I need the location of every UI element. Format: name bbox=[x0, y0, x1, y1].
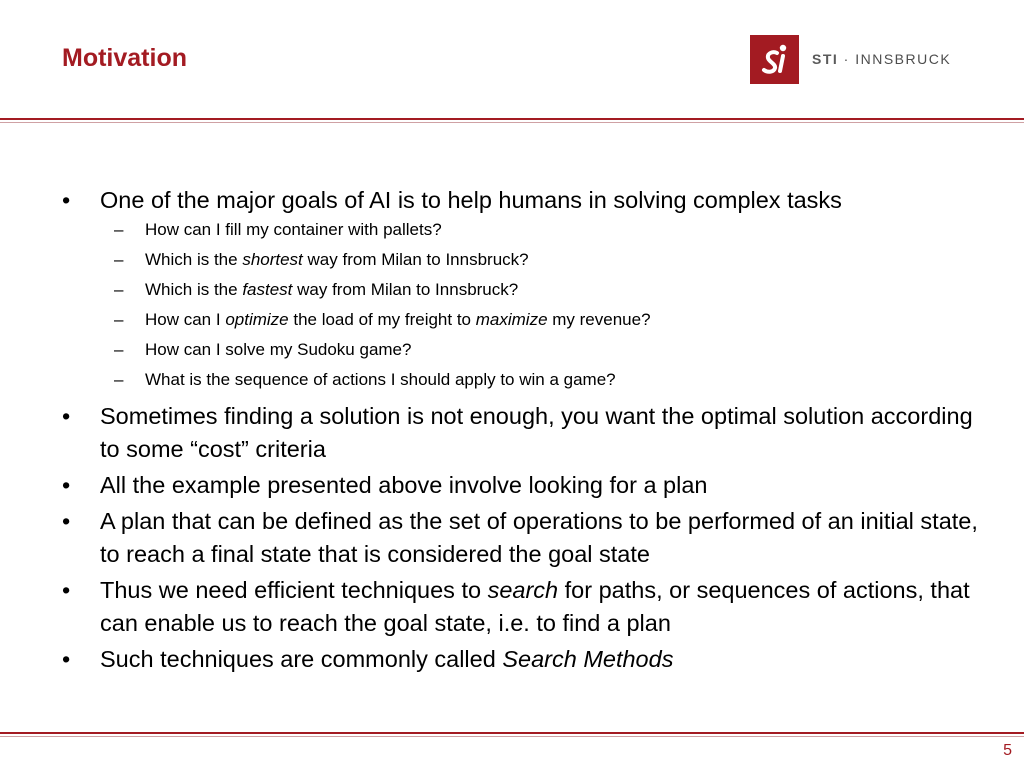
bullet-item bbox=[62, 505, 982, 571]
bullet-text: How can I solve my Sudoku game? bbox=[145, 340, 412, 359]
bullet-text: Sometimes finding a solution is not enough, you want the optimal solution according to some “cost” criteria bbox=[100, 403, 973, 462]
sub-bullet-item bbox=[62, 250, 982, 270]
bullet-text: the load of my freight to bbox=[288, 310, 476, 329]
sti-logo-mark-icon bbox=[750, 35, 799, 84]
bullet-item bbox=[62, 469, 982, 502]
sub-bullet-item bbox=[62, 280, 982, 300]
bullet-text: How can I fill my container with pallets? bbox=[145, 220, 442, 239]
header-divider-thin bbox=[0, 122, 1024, 123]
sub-bullet-item bbox=[62, 220, 982, 240]
slide-title: Motivation bbox=[62, 44, 187, 72]
bullet-text: way from Milan to Innsbruck? bbox=[302, 250, 529, 269]
bullet-text: Which is the bbox=[145, 280, 243, 299]
footer-divider bbox=[0, 732, 1024, 734]
header-divider bbox=[0, 118, 1024, 120]
emphasized-text: fastest bbox=[242, 280, 293, 299]
emphasized-text: shortest bbox=[242, 250, 303, 269]
page-number: 5 bbox=[1003, 742, 1012, 759]
bullet-text: One of the major goals of AI is to help humans in solving complex tasks bbox=[100, 187, 842, 213]
bullet-text: for paths, or sequences of actions, that can enable us to reach the goal state, i.e. to find a plan bbox=[100, 577, 970, 636]
logo-brand: STI bbox=[812, 51, 839, 67]
sub-bullet-item bbox=[62, 310, 982, 330]
bullet-text: Thus we need efficient techniques to bbox=[100, 577, 488, 603]
bullet-text: All the example presented above involve looking for a plan bbox=[100, 472, 708, 498]
sub-bullet-item bbox=[62, 370, 982, 390]
bullet-text: A plan that can be defined as the set of operations to be performed of an initial state, to reach a final state that is considered the goal state bbox=[100, 508, 978, 567]
sti-innsbruck-logo bbox=[750, 34, 951, 84]
bullet-item bbox=[62, 184, 982, 217]
bullet-text: How can I bbox=[145, 310, 226, 329]
si-glyph bbox=[758, 40, 792, 78]
emphasized-text: optimize bbox=[225, 310, 289, 329]
bullet-text: Such techniques are commonly called bbox=[100, 646, 503, 672]
bullet-text: way from Milan to Innsbruck? bbox=[292, 280, 519, 299]
emphasized-text: maximize bbox=[475, 310, 548, 329]
logo-wordmark bbox=[812, 51, 951, 67]
bullet-text: Which is the bbox=[145, 250, 243, 269]
bullet-list bbox=[62, 184, 982, 679]
bullet-item bbox=[62, 400, 982, 466]
logo-separator: · bbox=[838, 51, 856, 67]
bullet-item bbox=[62, 643, 982, 676]
sub-bullet-item bbox=[62, 340, 982, 360]
bullet-text: What is the sequence of actions I should apply to win a game? bbox=[145, 370, 616, 389]
emphasized-text: Search Methods bbox=[502, 646, 674, 672]
emphasized-text: search bbox=[487, 577, 559, 603]
bullet-item bbox=[62, 574, 982, 640]
bullet-text: my revenue? bbox=[547, 310, 651, 329]
logo-location: INNSBRUCK bbox=[855, 51, 952, 67]
footer-divider-thin bbox=[0, 736, 1024, 737]
